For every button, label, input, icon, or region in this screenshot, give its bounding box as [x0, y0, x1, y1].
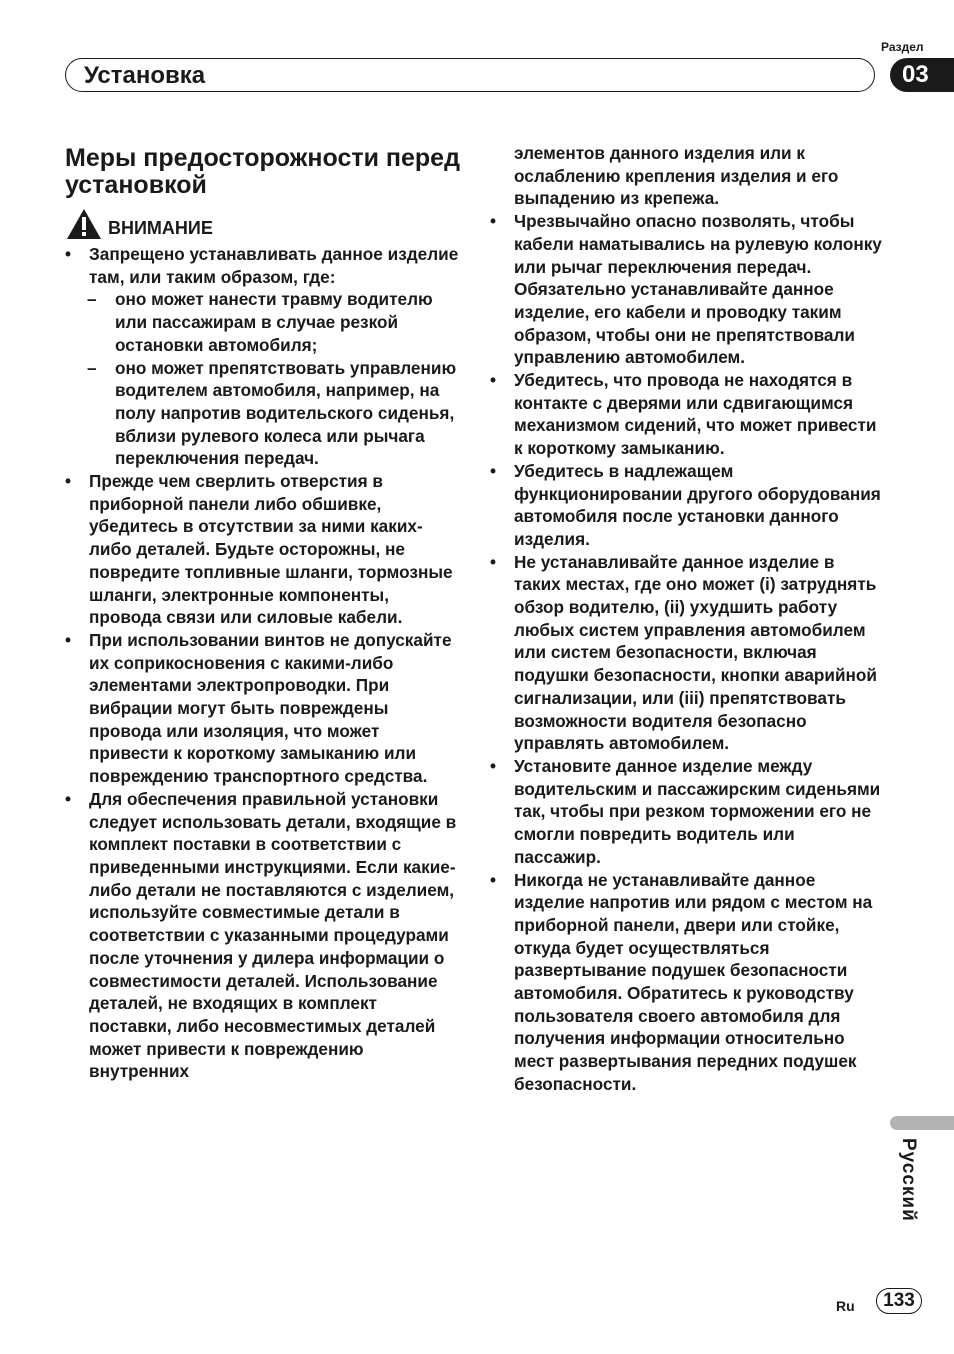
list-item — [490, 869, 885, 1096]
bullet-icon: • — [490, 460, 497, 481]
list-item — [65, 243, 460, 288]
list-item-text: Чрезвычайно опасно позволять, чтобы кабели наматывались на рулевую колонку или рычаг переключения передач. Обязательно устанавливайте данное изделие, его кабели и проводку таким образом, чтобы они не препятствовали управлению автомобилем. — [514, 211, 882, 368]
list-item-text: Запрещено устанавливать данное изделие там, или таким образом, где: — [89, 244, 459, 287]
page-number: 133 — [876, 1288, 922, 1314]
header-title: Установка — [84, 62, 206, 89]
list-item-text: Убедитесь в надлежащем функционировании другого оборудования автомобиля после установки данного изделия. — [514, 460, 881, 549]
header-bar — [65, 58, 875, 92]
left-column — [65, 243, 460, 1083]
list-item — [65, 470, 460, 629]
list-item-text: Прежде чем сверлить отверстия в приборной панели либо обшивке, убедитесь в отсутствии за ними каких-либо деталей. Будьте осторожны, не повредите топливные шланги, тормозные шланги, электронные компоненты, провода связи или силовые кабели. — [89, 471, 453, 628]
list-item-text: При использовании винтов не допускайте их соприкосновения с какими-либо элементами электропроводки. При вибрации могут быть повреждены провода или изоляция, что может привести к короткому замыканию или повреждению транспортного средства. — [89, 629, 452, 787]
list-item — [65, 629, 460, 788]
footer-lang-code: Ru — [836, 1298, 855, 1314]
caution-label: ВНИМАНИЕ — [108, 218, 213, 238]
list-item-text: Для обеспечения правильной установки следует использовать детали, входящие в комплект поставки в соответствии с приведенными инструкциями. Если какие-либо детали не поставляются с изделием, используйте совместимые детали в соответствии с указанными процедурами после уточнения у дилера информации о совместимости деталей. Использование деталей, не входящих в комплект поставки, либо несовместимых деталей может привести к повреждению внутренних — [89, 788, 457, 1082]
right-column — [490, 142, 885, 1096]
language-tab — [890, 1116, 954, 1130]
section-label: Раздел — [881, 40, 924, 54]
bullet-icon: • — [65, 244, 72, 264]
list-item — [490, 755, 885, 869]
dash-icon: – — [87, 357, 97, 378]
list-item-text: Никогда не устанавливайте данное изделие напротив или рядом с местом на приборной панели, двери или стойке, откуда будет осуществляться развертывание подушек безопасности автомобиля. Обратитесь к руководству пользователя своего автомобиля для получения информации относительно мест развертывания передних подушек безопасности. — [514, 869, 873, 1094]
list-item — [490, 460, 885, 551]
list-item — [490, 369, 885, 460]
list-item — [65, 788, 460, 1083]
bullet-icon: • — [490, 551, 497, 572]
bullet-icon: • — [65, 471, 72, 492]
language-label: Русский — [898, 1138, 919, 1222]
bullet-icon: • — [490, 869, 497, 890]
continued-text — [490, 142, 885, 210]
page-heading: Меры предосторожности перед установкой — [65, 144, 460, 199]
list-item-text: оно может нанести травму водителю или пассажирам в случае резкой остановки автомобиля; — [115, 289, 433, 355]
sub-list-item — [65, 357, 460, 471]
list-item-text: Не устанавливайте данное изделие в таких местах, где оно может (i) затруднять обзор водителю, (ii) ухудшить работу любых систем управления автомобилем или систем безопасности, включая подушки безопасности, кнопки аварийной сигнализации, или (iii) препятствовать возможности водителя безопасно управлять автомобилем. — [514, 551, 877, 754]
bullet-icon: • — [490, 755, 497, 776]
list-item — [490, 210, 885, 369]
bullet-icon: • — [65, 629, 72, 650]
list-item-text: Убедитесь, что провода не находятся в контакте с дверями или сдвигающимся механизмом сидений, что может привести к короткому замыканию. — [514, 370, 877, 459]
list-item-text: элементов данного изделия или к ослаблению крепления изделия и его выпадению из крепежа. — [514, 143, 839, 209]
bullet-icon: • — [490, 211, 497, 232]
bullet-icon: • — [490, 370, 497, 391]
list-item — [490, 551, 885, 755]
sub-list-item — [65, 288, 460, 356]
list-item-text: оно может препятствовать управлению водителем автомобиля, например, на полу напротив водительского сиденья, вблизи рулевого колеса или рычага переключения передач. — [115, 357, 457, 469]
bullet-icon: • — [65, 788, 72, 809]
section-number-badge: 03 — [890, 58, 954, 92]
warning-triangle-icon — [66, 208, 102, 240]
list-item-text: Установите данное изделие между водительским и пассажирским сиденьями так, чтобы при резком торможении его не смогли повредить водитель или пассажир. — [514, 755, 881, 867]
dash-icon: – — [87, 289, 97, 310]
